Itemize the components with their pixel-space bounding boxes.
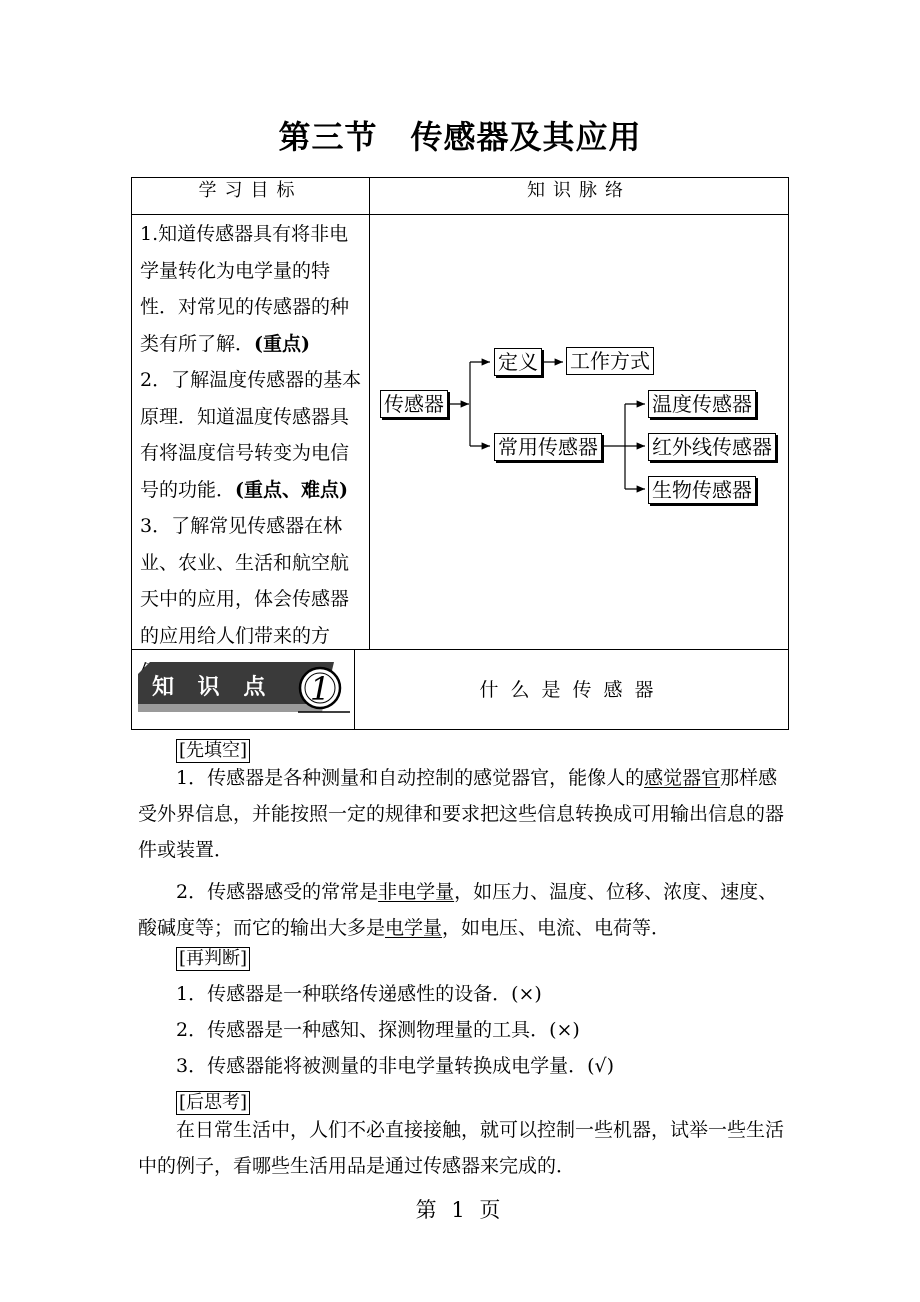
- node-definition: 定义: [494, 348, 542, 376]
- judge-label: [再判断]: [176, 947, 250, 971]
- think-label: [后思考]: [176, 1091, 250, 1115]
- fill-paragraph-2: 2．传感器感受的常常是非电学量，如压力、温度、位移、浓度、速度、酸碱度等；而它的输出大多是电学量，如电压、电流、电荷等．: [138, 881, 778, 939]
- judge-item-1: 1．传感器是一种联络传递感性的设备．(×): [176, 983, 542, 1005]
- node-bio-sensor: 生物传感器: [648, 476, 756, 504]
- node-temperature-sensor: 温度传感器: [648, 390, 756, 418]
- node-working-mode: 工作方式: [566, 347, 654, 375]
- fill-in-section: [138, 760, 788, 946]
- page-title: 第三节 传感器及其应用: [278, 118, 642, 156]
- page-number: 第 1 页: [415, 1198, 505, 1222]
- judge-section: [176, 940, 776, 1120]
- fill-paragraph-1: 1．传感器是各种测量和自动控制的感觉器官，能像人的感觉器官那样感受外界信息，并能按照一定的规律和要求把这些信息转换成可用输出信息的器件或装置．: [138, 767, 785, 861]
- node-common-sensors: 常用传感器: [494, 433, 602, 461]
- goal-3: 3．了解常见传感器在林业、农业、生活和航空航天中的应用，体会传感器的应用给人们带来的方: [140, 515, 350, 647]
- knowledge-point-number: 1: [309, 670, 331, 708]
- header-knowledge-map: 知识脉络: [527, 180, 631, 201]
- knowledge-point-title: 什么是传感器: [479, 679, 666, 701]
- judge-item-2: 2．传感器是一种感知、探测物理量的工具．(×): [176, 1019, 580, 1041]
- goal-2: 2．了解温度传感器的基本原理．知道温度传感器具有将温度信号转变为电信号的功能．(重点、难点): [140, 369, 362, 501]
- fill-in-label: [先填空]: [176, 739, 250, 763]
- goal-1: 1.知道传感器具有将非电学量转化为电学量的特性．对常见的传感器的种类有所了解．(重点): [140, 223, 350, 355]
- think-text: 在日常生活中，人们不必直接接触，就可以控制一些机器，试举一些生活中的例子，看哪些生活用品是通过传感器来完成的．: [138, 1119, 785, 1177]
- knowledge-point-label: 知 识 点: [152, 675, 274, 700]
- header-learning-goals: 学习目标: [198, 180, 303, 201]
- judge-item-3: 3．传感器能将被测量的非电学量转换成电学量．(√): [176, 1055, 615, 1077]
- node-sensor: 传感器: [380, 390, 448, 418]
- node-infrared-sensor: 红外线传感器: [648, 433, 776, 461]
- think-paragraph: [138, 1112, 788, 1184]
